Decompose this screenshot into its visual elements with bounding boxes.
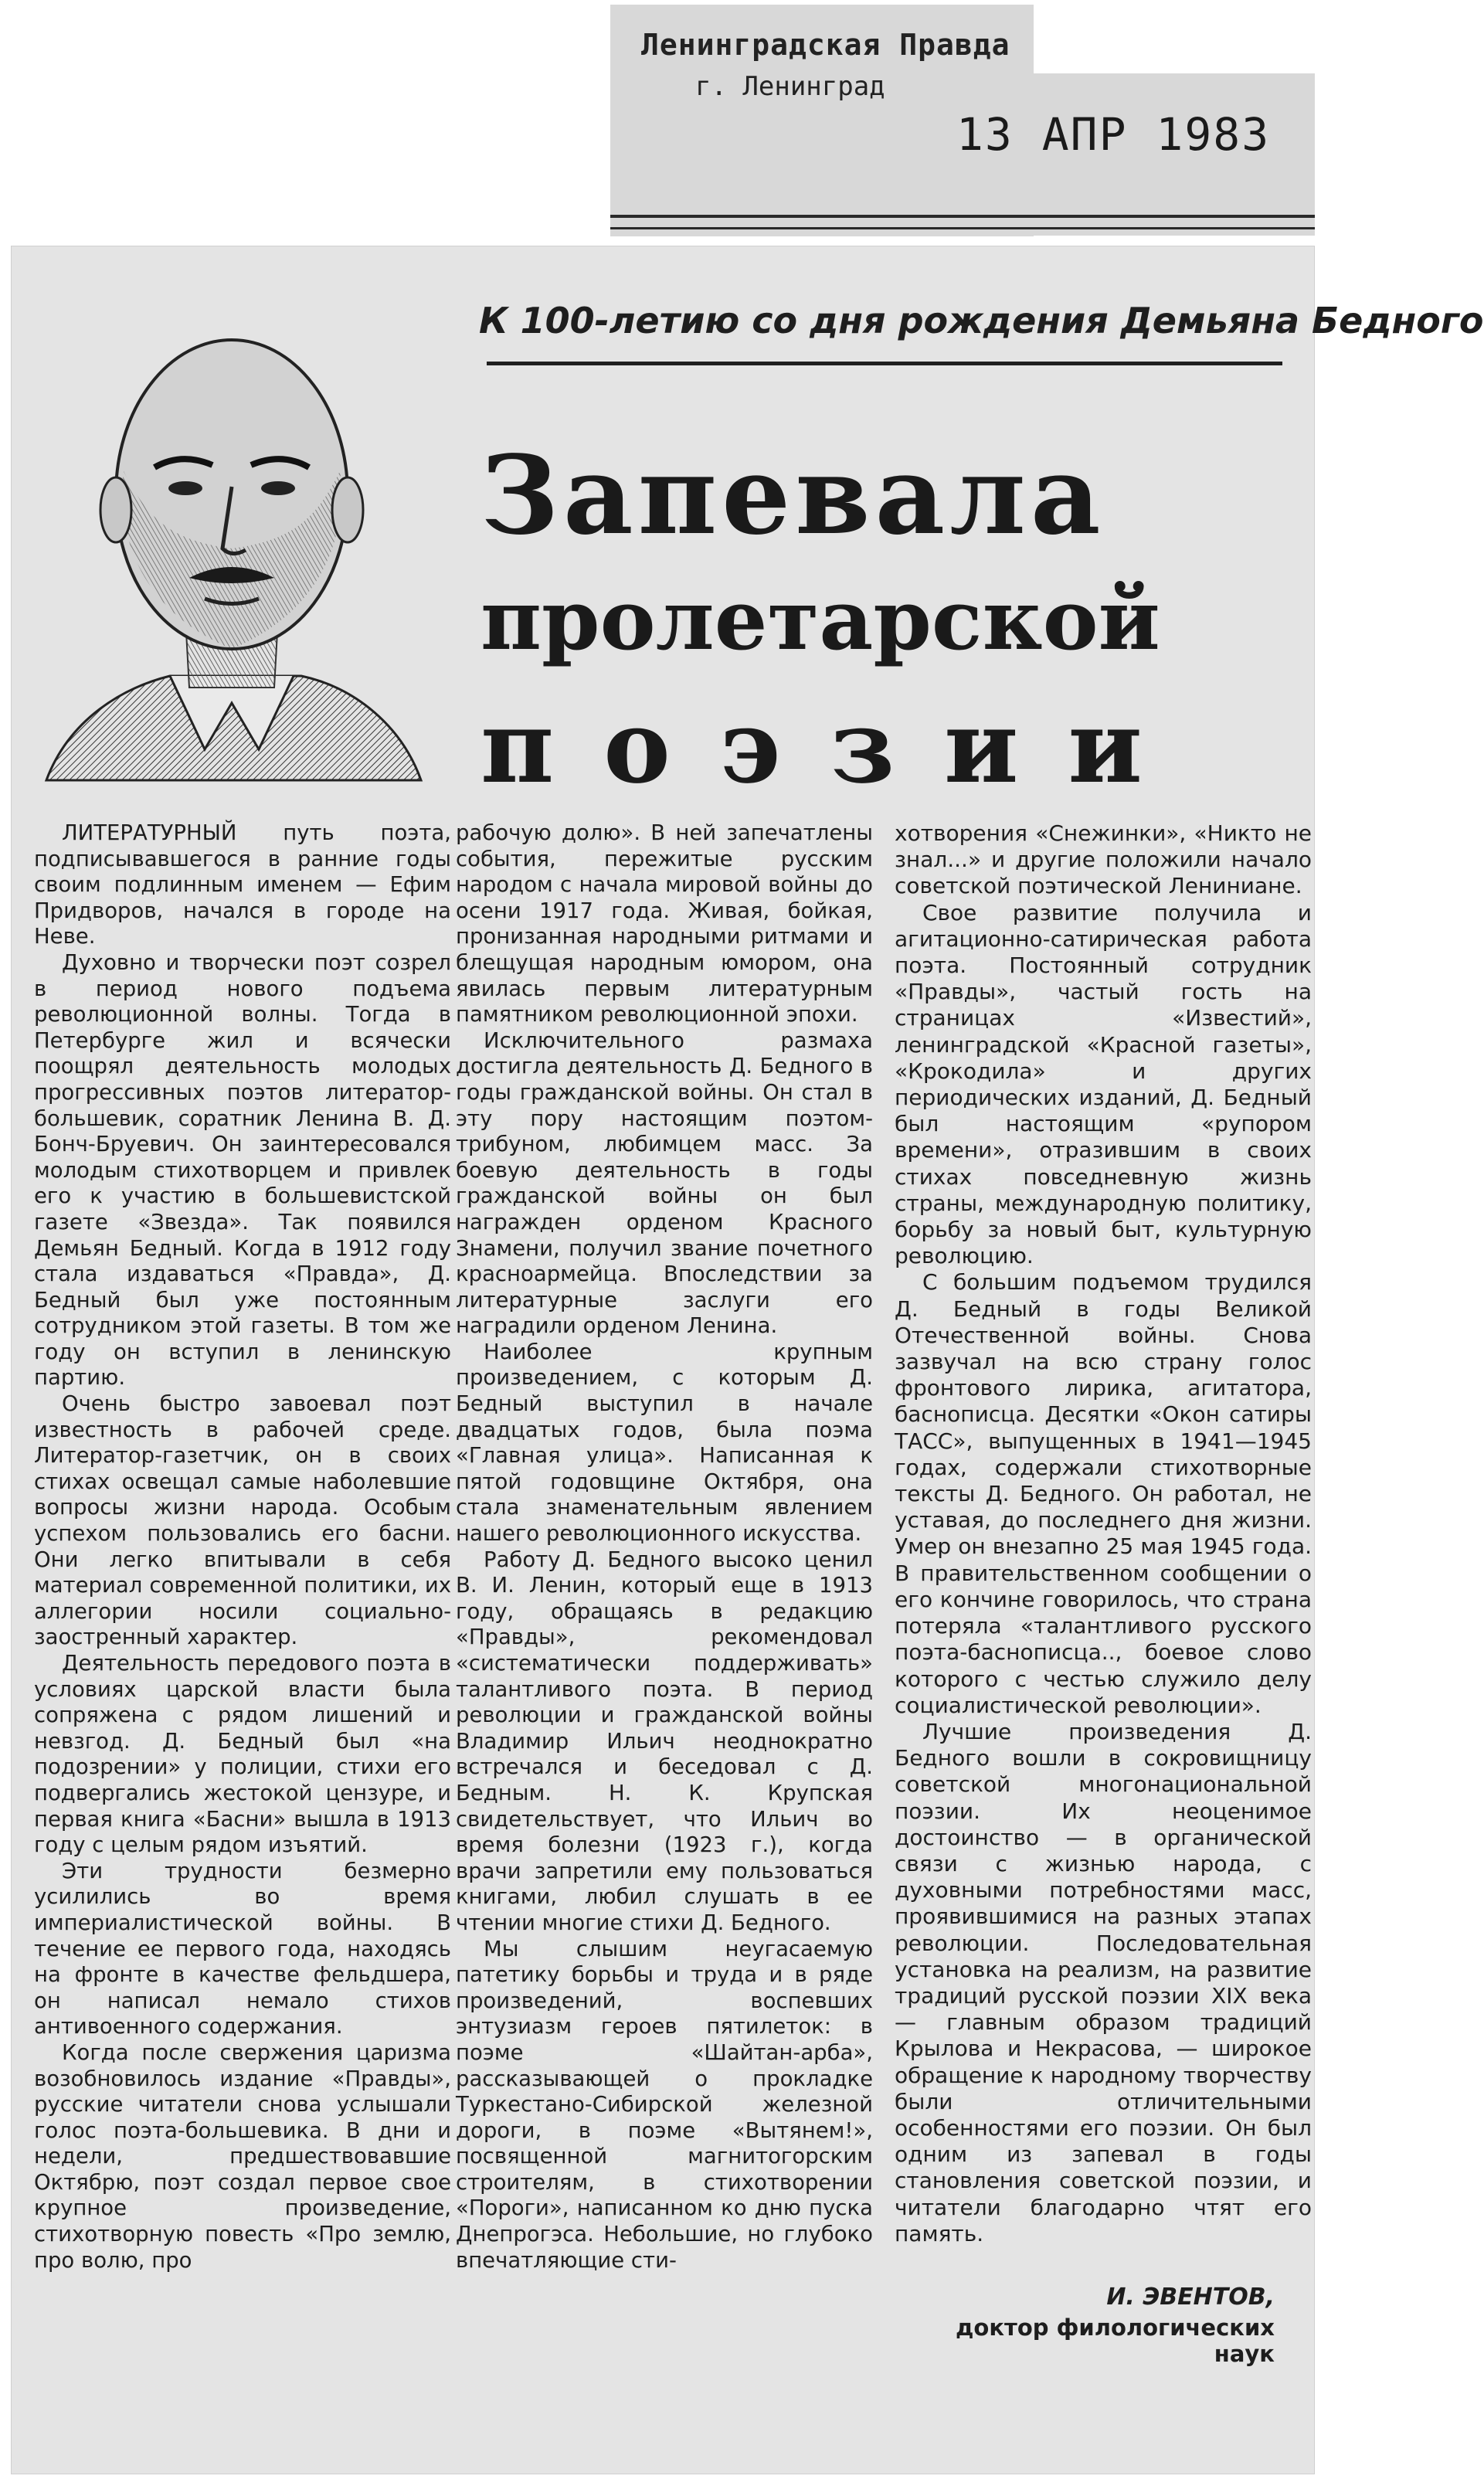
paragraph: хотворения «Снежинки», «Никто не знал...» и другие положили начало советской поэтической Лениниане.: [895, 820, 1312, 899]
paragraph: ЛИТЕРАТУРНЫЙ путь поэта, подписывавшегося в ранние годы своим подлинным именем — Ефим Придворов, начался в городе на Неве.: [34, 820, 451, 949]
article-kicker: К 100-летию со дня рождения Демьяна Бедного: [479, 300, 1484, 341]
paragraph: С большим подъемом трудился Д. Бедный в годы Великой Отечественной войны. Снова зазвучал на всю страну голос фронтового лирика, агитатора, баснописца. Десятки «Окон сатиры ТАСС», выпущенных в 1941—1945 годах, содержали стихотворные тексты Д. Бедного. Он работал, не уставая, до последнего дня жизни. Умер он внезапно 25 мая 1945 года. В правительственном сообщении о его кончине говорилось, что страна потеряла «талантливого русского поэта-баснописца.., боевое слово которого с честью служило делу социалистической революции».: [895, 1269, 1312, 1718]
paragraph: Лучшие произведения Д. Бедного вошли в сокровищницу советской многонациональной поэзии. Их неоценимое достоинство — в органической связи с жизнью народа, с духовными потребностями масс, проявившимися на разных этапах революции. Последовательная установка на реализм, на развитие традиций русской поэзии XIX века — главным образом традиций Крылова и Некрасова, — широкое обращение к народному творчеству были отличительными особенностями его поэзии. Он был одним из запевал в годы становления советской поэзии, и читатели благодарно чтят его память.: [895, 1718, 1312, 2246]
portrait-illustration: [39, 286, 425, 796]
article-column-1: [34, 820, 451, 2274]
author-title: доктор филологических наук: [956, 2314, 1275, 2367]
stamp-city: г. Ленинград: [695, 71, 885, 102]
stamp-newspaper-name: Ленинградская Правда: [641, 28, 1010, 62]
paragraph: рабочую долю». В ней запечатлены события, пережитые русским народом с начала мировой войны до осени 1917 года. Живая, бойкая, пронизанная народными ритмами и блещущая народным юмором, она явилась первым литературным памятником революционной эпохи.: [456, 820, 873, 1027]
headline-line-1: Запевала: [481, 433, 1105, 559]
author-name: И. ЭВЕНТОВ,: [1106, 2284, 1275, 2311]
paragraph: Деятельность передового поэта в условиях царской власти была сопряжена с рядом лишений и невзгод. Д. Бедный был «на подозрении» у полиции, стихи его подвергались жестокой цензуре, и первая книга «Басни» вышла в 1913 году с целым рядом изъятий.: [34, 1651, 451, 1858]
article-column-2: [456, 820, 873, 2274]
kicker-rule: [487, 362, 1282, 365]
stamp-date: 13 АПР 1983: [956, 108, 1271, 161]
paragraph: Когда после свержения царизма возобновилось издание «Правды», русские читатели снова услышали голос поэта-большевика. В дни и недели, предшествовавшие Октябрю, поэт создал первое свое крупное произведение, стихотворную повесть «Про землю, про волю, про: [34, 2039, 451, 2273]
header-rule: [610, 215, 1315, 229]
paragraph: Исключительного размаха достигла деятельность Д. Бедного в годы гражданской войны. Он стал в эту пору настоящим поэтом-трибуном, любимцем масс. За боевую деятельность в годы гражданской войны он был награжден орденом Красного Знамени, получил звание почетного красноармейца. Впоследствии за литературные заслуги его наградили орденом Ленина.: [456, 1027, 873, 1339]
paragraph: Наиболее крупным произведением, с которым Д. Бедный выступил в начале двадцатых годов, была поэма «Главная улица». Написанная к пятой годовщине Октября, она стала знаменательным явлением нашего революционного искусства.: [456, 1339, 873, 1547]
paragraph: Духовно и творчески поэт созрел в период нового подъема революционной волны. Тогда в Петербурге жил и всячески поощрял деятельность молодых прогрессивных поэтов литератор-большевик, соратник Ленина В. Д. Бонч-Бруевич. Он заинтересовался молодым стихотворцем и привлек его к участию в большевистской газете «Звезда». Так появился Демьян Бедный. Когда в 1912 году стала издаваться «Правда», Д. Бедный был уже постоянным сотрудником этой газеты. В том же году он вступил в ленинскую партию.: [34, 949, 451, 1391]
article-column-3: [895, 820, 1312, 2247]
headline-line-3: поэзии: [481, 688, 1192, 806]
paragraph: Работу Д. Бедного высоко ценил В. И. Ленин, который еще в 1913 году, обращаясь в редакцию «Правды», рекомендовал «систематически поддерживать» талантливого поэта. В период революции и гражданской войны Владимир Ильич неоднократно встречался и беседовал с Д. Бедным. Н. К. Крупская свидетельствует, что Ильич во время болезни (1923 г.), когда врачи запретили ему пользоваться книгами, любил слушать в ее чтении многие стихи Д. Бедного.: [456, 1547, 873, 1935]
paragraph: Эти трудности безмерно усилились во время империалистической войны. В течение ее первого года, находясь на фронте в качестве фельдшера, он написал немало стихов антивоенного содержания.: [34, 1858, 451, 2039]
paragraph: Мы слышим неугасаемую патетику борьбы и труда и в ряде произведений, воспевших энтузиазм героев пятилеток: в поэме «Шайтан-арба», рассказывающей о прокладке Туркестано-Сибирской железной дороги, в поэме «Вытянем!», посвященной магнитогорским строителям, в стихотворении «Пороги», написанном ко дню пуска Днепрогэса. Небольшие, но глубоко впечатляющие сти-: [456, 1936, 873, 2273]
paragraph: Свое развитие получила и агитационно-сатирическая работа поэта. Постоянный сотрудник «Правды», частый гость на страницах «Известий», ленинградской «Красной газеты», «Крокодила» и других периодических изданий, Д. Бедный был настоящим «рупором времени», отразившим в своих стихах повседневную жизнь страны, международную политику, борьбу за новый быт, культурную революцию.: [895, 899, 1312, 1269]
paragraph: Очень быстро завоевал поэт известность в рабочей среде. Литератор-газетчик, он в своих стихах освещал самые наболевшие вопросы жизни народа. Особым успехом пользовались его басни. Они легко впитывали в себя материал современной политики, их аллегории носили социально-заостренный характер.: [34, 1391, 451, 1650]
headline-line-2: пролетарской: [481, 572, 1160, 669]
